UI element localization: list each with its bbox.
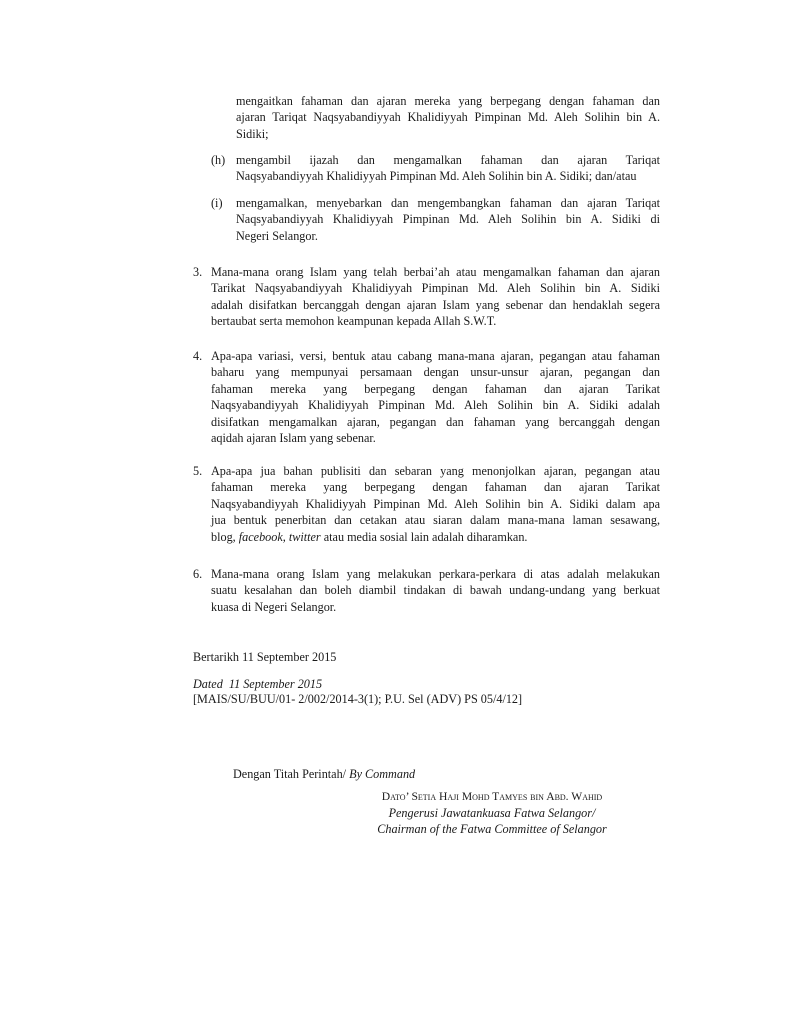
clause-6-number: 6. <box>193 567 203 581</box>
clause-i-label: (i) <box>211 196 223 210</box>
clause-h-text <box>236 152 660 185</box>
text-line: mengamalkan, menyebarkan dan mengembangkan fahaman dan ajaran Tariqat <box>236 196 660 210</box>
text-line: jua bentuk penerbitan dan cetakan atau siaran dalam mana-mana laman sesawang, <box>211 513 660 528</box>
clause-5-text <box>211 463 660 545</box>
text-line: aqidah ajaran Islam yang sebenar. <box>211 431 376 446</box>
text-line: ajaran Tariqat Naqsyabandiyyah Khalidiyyah Pimpinan Md. Aleh Solihin bin A. <box>236 110 660 125</box>
text-line: Naqsyabandiyyah Khalidiyyah Pimpinan Md. Aleh Solihin bin A. Sidiki adalah <box>211 398 660 413</box>
text-line: fahaman mereka yang berpegang dengan fahaman dan ajaran Tarikat <box>211 381 660 396</box>
clause-h-label: (h) <box>211 153 226 167</box>
text-line: disifatkan mengamalkan ajaran, pegangan dan fahaman yang bercanggah dengan <box>211 414 660 429</box>
text-line <box>211 529 660 545</box>
text-line: Naqsyabandiyyah Khalidiyyah Pimpinan Md. Aleh Solihin bin A. Sidiki dalam apa <box>211 496 660 511</box>
signatory-title-english: Chairman of the Fatwa Committee of Selangor <box>377 822 607 836</box>
text-line: suatu kesalahan dan boleh diambil tindakan di bawah undang-undang yang berkuat <box>211 583 660 598</box>
date-english: Dated 11 September 2015 <box>193 677 323 691</box>
text-line: Mana-mana orang Islam yang melakukan perkara-perkara di atas adalah melakukan <box>211 567 660 581</box>
clause-4-number: 4. <box>193 349 203 363</box>
text-line: Sidiki; <box>236 126 269 141</box>
text-line: mengaitkan fahaman dan ajaran mereka yang berpegang dengan fahaman dan <box>236 94 660 108</box>
clause-6-text <box>211 566 660 615</box>
clause-3-number: 3. <box>193 265 203 279</box>
text-line: kuasa di Negeri Selangor. <box>211 599 337 614</box>
clause-i-text <box>236 195 660 244</box>
command-english: By Command <box>349 767 416 781</box>
text-line: Negeri Selangor. <box>236 228 318 243</box>
text-run: atau media sosial lain adalah diharamkan. <box>320 529 528 544</box>
clause-3-text <box>211 264 660 330</box>
reference-number: [MAIS/SU/BUU/01- 2/002/2014-3(1); P.U. Sel (ADV) PS 05/4/12] <box>193 692 523 706</box>
text-line: baharu yang mempunyai persamaan dengan unsur-unsur ajaran, pegangan dan <box>211 365 660 380</box>
clause-2-continuation <box>236 93 660 142</box>
date-malay: Bertarikh 11 September 2015 <box>193 650 337 664</box>
signatory-name: Dato’ Setia Haji Mohd Tamyes bin Abd. Wahid <box>381 790 603 803</box>
text-run: blog, <box>211 529 239 544</box>
signatory-title-malay: Pengerusi Jawatankuasa Fatwa Selangor/ <box>388 806 596 820</box>
text-line: fahaman mereka yang berpegang dengan fahaman dan ajaran Tarikat <box>211 480 660 495</box>
text-run-italic: facebook, twitter <box>238 529 321 544</box>
command-malay: Dengan Titah Perintah/ <box>233 767 350 781</box>
command-line <box>233 766 415 782</box>
text-line: Tarikat Naqsyabandiyyah Khalidiyyah Pimpinan Md. Aleh Solihin bin A. Sidiki <box>211 281 660 296</box>
text-line: Naqsyabandiyyah Khalidiyyah Pimpinan Md. Aleh Solihin bin A. Sidiki; dan/atau <box>236 169 637 184</box>
clause-4-text <box>211 348 660 446</box>
text-line: mengambil ijazah dan mengamalkan fahaman dan ajaran Tariqat <box>236 153 660 167</box>
text-line: Mana-mana orang Islam yang telah berbai’ah atau mengamalkan fahaman dan ajaran <box>211 265 660 279</box>
text-line: Apa-apa variasi, versi, bentuk atau cabang mana-mana ajaran, pegangan atau fahaman <box>211 349 660 363</box>
text-line: Apa-apa jua bahan publisiti dan sebaran yang menonjolkan ajaran, pegangan atau <box>211 464 660 478</box>
clause-5-number: 5. <box>193 464 203 478</box>
text-line: bertaubat serta memohon keampunan kepada Allah S.W.T. <box>211 314 497 329</box>
text-line: adalah disifatkan bercanggah dengan ajaran Islam yang sebenar dan hendaklah segera <box>211 297 660 312</box>
text-line: Naqsyabandiyyah Khalidiyyah Pimpinan Md. Aleh Solihin bin A. Sidiki di <box>236 212 660 227</box>
